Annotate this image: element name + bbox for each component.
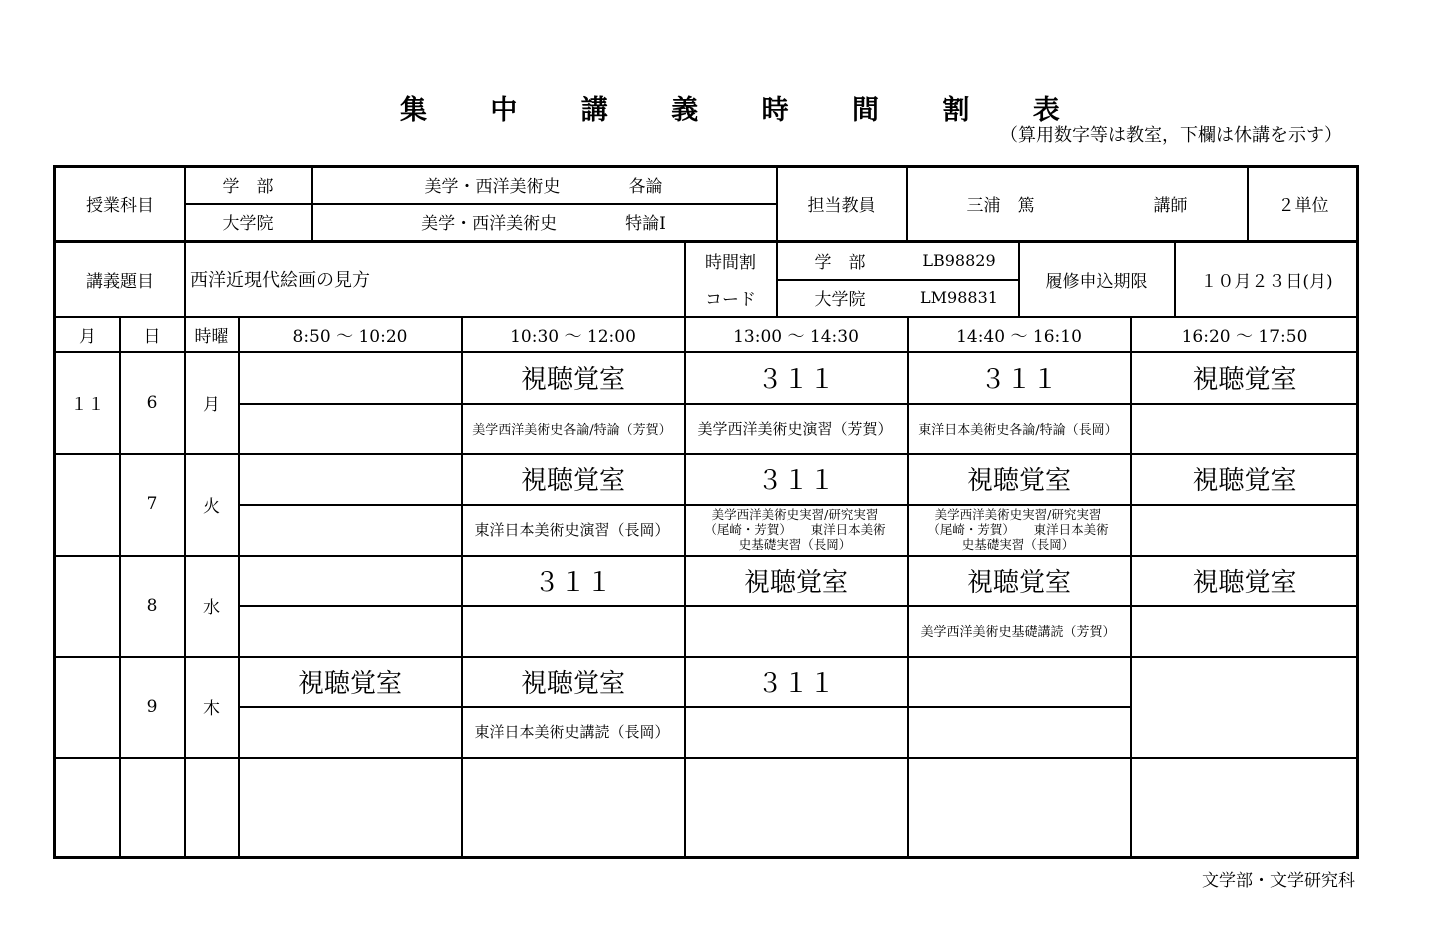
row-weekday: 火 [203, 496, 220, 517]
lecture-title: 西洋近現代絵画の見方 [190, 270, 370, 291]
class-line: （尾崎・芳賀） 東洋日本美術 [704, 522, 886, 537]
room-cell [239, 352, 461, 403]
col-weekday: 時曜 [194, 327, 229, 347]
class-cell: 東洋日本美術史講読（長岡） [474, 723, 670, 741]
room-cell: 視聴覚室 [520, 466, 625, 496]
class-cell: 美学西洋美術史演習（芳賀） [697, 419, 893, 438]
room-cell: 視聴覚室 [520, 365, 625, 395]
row-month: １１ [70, 395, 105, 415]
deadline-label: 履修申込期限 [1045, 271, 1148, 292]
row-month [56, 555, 119, 656]
code-graduate: LM98831 [920, 288, 998, 307]
room-cell [239, 453, 461, 504]
v-code-values [776, 240, 778, 318]
room-cell: 視聴覚室 [966, 567, 1071, 598]
code-label-2: コード [705, 290, 756, 310]
room-cell: ３１１ [756, 466, 835, 496]
teacher-name: 三浦 篤 講師 [966, 195, 1188, 216]
graduate-label: 大学院 [222, 214, 274, 234]
code-graduate-label: 大学院 [814, 290, 866, 310]
deadline: １０月２３日(月) [1200, 271, 1333, 292]
row-day: 6 [146, 392, 158, 413]
room-cell: 視聴覚室 [520, 668, 625, 699]
code-label-1: 時間割 [705, 253, 756, 273]
row-month [56, 453, 119, 555]
row-weekday: 水 [203, 598, 220, 618]
sub-divider-3 [238, 706, 1130, 708]
row-day: 9 [146, 696, 158, 717]
class-line: （尾崎・芳賀） 東洋日本美術 [927, 522, 1109, 537]
class-line: 美学西洋美術史実習/研究実習 [711, 507, 879, 522]
class-cell: 美学西洋美術史基礎講読（芳賀） [920, 625, 1116, 640]
sub-divider-2 [238, 605, 1359, 607]
room-cell: 視聴覚室 [966, 466, 1071, 496]
footer-department: 文学部・文学研究科 [1202, 871, 1355, 891]
col-period-3: 13:00 ～ 14:30 [733, 327, 859, 347]
class-line: 美学西洋美術史実習/研究実習 [934, 507, 1102, 522]
room-cell [239, 555, 461, 605]
col-day: 日 [143, 327, 161, 347]
class-cell [908, 505, 1128, 554]
code-undergrad: LB98829 [922, 251, 996, 270]
row-weekday: 木 [203, 699, 220, 719]
class-cell: 東洋日本美術史各論/特論（長岡） [918, 422, 1118, 438]
row-day: 8 [146, 595, 158, 616]
row-day: 7 [146, 494, 158, 514]
teacher-label: 担当教員 [807, 195, 876, 216]
legend-note: （算用数字等は教室，下欄は休講を示す） [1000, 125, 1342, 146]
credits: ２単位 [1277, 195, 1329, 216]
col-period-2: 10:30 ～ 12:00 [510, 327, 636, 347]
room-cell: 視聴覚室 [297, 668, 402, 699]
graduate-course: 美学・西洋美術史 特論Ⅰ [421, 214, 666, 234]
class-cell: 美学西洋美術史各論/特論（芳賀） [472, 422, 672, 438]
room-cell: 視聴覚室 [1192, 466, 1297, 496]
class-cell: 東洋日本美術史演習（長岡） [474, 521, 670, 539]
col-period-5: 16:20 ～ 17:50 [1181, 327, 1308, 347]
room-cell [908, 656, 1130, 706]
class-line: 史基礎実習（長岡） [961, 537, 1075, 552]
room-cell: ３１１ [979, 365, 1058, 395]
undergrad-course: 美学・西洋美術史 各論 [424, 177, 663, 197]
col-month: 月 [79, 327, 96, 347]
room-cell: ３１１ [756, 668, 835, 699]
col-period-1: 8:50 ～ 10:20 [292, 327, 408, 347]
room-cell: 視聴覚室 [1192, 365, 1297, 395]
code-undergrad-label: 学 部 [814, 253, 866, 273]
page-title: 集 中 講 義 時 間 割 表 [400, 95, 1087, 126]
undergrad-label: 学 部 [222, 177, 274, 197]
lecture-title-label: 講義題目 [86, 271, 154, 292]
v-title [184, 240, 186, 318]
row-month [56, 656, 119, 757]
room-cell: ３１１ [756, 365, 835, 395]
room-cell: ３１１ [533, 567, 612, 598]
room-cell: 視聴覚室 [1192, 567, 1297, 598]
room-cell [1131, 656, 1358, 706]
class-line: 史基礎実習（長岡） [738, 537, 852, 552]
subject-label: 授業科目 [86, 195, 154, 216]
col-period-4: 14:40 ～ 16:10 [956, 327, 1082, 347]
class-cell [685, 505, 905, 554]
day-divider-4 [53, 757, 1359, 759]
room-cell: 視聴覚室 [743, 567, 848, 598]
row-weekday: 月 [203, 395, 220, 415]
